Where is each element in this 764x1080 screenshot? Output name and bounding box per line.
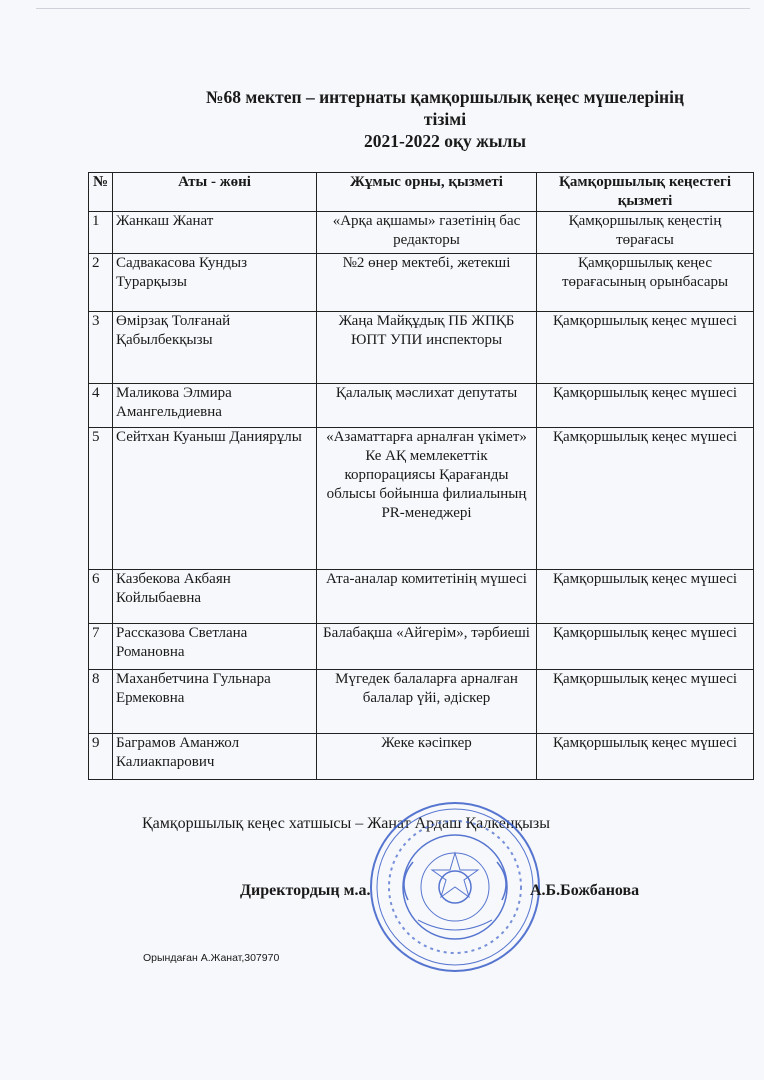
prepared-by: Орындаған А.Жанат,307970 (143, 952, 280, 964)
row-name: Маликова Элмира Амангельдиевна (113, 384, 317, 428)
table-row (89, 254, 754, 312)
row-number: 7 (89, 624, 113, 670)
row-name: Баграмов Аманжол Калиакпарович (113, 734, 317, 780)
table-row (89, 428, 754, 570)
row-job: Балабақша «Айгерім», тәрбиеші (317, 624, 537, 670)
title-line-3: 2021-2022 оқу жылы (364, 131, 526, 151)
document-title (150, 86, 740, 152)
row-role: Қамқоршылық кеңес мүшесі (537, 570, 754, 624)
row-job: Қалалық мәслихат депутаты (317, 384, 537, 428)
row-name: Жанкаш Жанат (113, 212, 317, 254)
scan-edge-line (36, 8, 750, 9)
table-row (89, 734, 754, 780)
title-line-2: тізімі (423, 109, 467, 129)
members-table (88, 172, 754, 780)
row-number: 9 (89, 734, 113, 780)
header-number: № (89, 173, 113, 212)
row-number: 1 (89, 212, 113, 254)
row-name: Өмірзақ Толғанай Қабылбекқызы (113, 312, 317, 384)
row-role: Қамқоршылық кеңес мүшесі (537, 624, 754, 670)
table-row (89, 312, 754, 384)
table-row (89, 624, 754, 670)
table-row (89, 212, 754, 254)
secretary-line: Қамқоршылық кеңес хатшысы – Жанат Ардаш Қалкенқызы (142, 815, 550, 832)
row-number: 3 (89, 312, 113, 384)
table-row (89, 570, 754, 624)
row-number: 2 (89, 254, 113, 312)
official-seal-icon (368, 800, 542, 974)
table-header-row (89, 173, 754, 212)
header-role: Қамқоршылық кеңестегі қызметі (537, 173, 754, 212)
row-job: «Азаматтарға арналған үкімет» Ке АҚ мемлекеттік корпорациясы Қарағанды облысы бойынша филиалының PR-менеджері (317, 428, 537, 570)
director-label: Директордың м.а. (240, 882, 371, 899)
row-number: 4 (89, 384, 113, 428)
row-role: Қамқоршылық кеңес мүшесі (537, 384, 754, 428)
row-job: Жеке кәсіпкер (317, 734, 537, 780)
row-role: Қамқоршылық кеңестің төрағасы (537, 212, 754, 254)
row-number: 8 (89, 670, 113, 734)
row-job: «Арқа ақшамы» газетінің бас редакторы (317, 212, 537, 254)
row-job: Жаңа Майқұдық ПБ ЖПҚБ ЮПТ УПИ инспекторы (317, 312, 537, 384)
row-role: Қамқоршылық кеңес төрағасының орынбасары (537, 254, 754, 312)
row-job: №2 өнер мектебі, жетекші (317, 254, 537, 312)
row-role: Қамқоршылық кеңес мүшесі (537, 734, 754, 780)
row-name: Казбекова Акбаян Койлыбаевна (113, 570, 317, 624)
header-name: Аты - жөні (113, 173, 317, 212)
row-job: Ата-аналар комитетінің мүшесі (317, 570, 537, 624)
row-name: Маханбетчина Гульнара Ермековна (113, 670, 317, 734)
table-row (89, 384, 754, 428)
header-job: Жұмыс орны, қызметі (317, 173, 537, 212)
row-name: Рассказова Светлана Романовна (113, 624, 317, 670)
row-role: Қамқоршылық кеңес мүшесі (537, 312, 754, 384)
row-name: Сейтхан Куаныш Даниярұлы (113, 428, 317, 570)
row-name: Садвакасова Кундыз Турарқызы (113, 254, 317, 312)
title-line-1: №68 мектеп – интернаты қамқоршылық кеңес мүшелерінің (205, 87, 685, 107)
table-row (89, 670, 754, 734)
row-number: 6 (89, 570, 113, 624)
director-name: А.Б.Божбанова (530, 882, 640, 899)
row-job: Мүгедек балаларға арналған балалар үйі, әдіскер (317, 670, 537, 734)
row-number: 5 (89, 428, 113, 570)
row-role: Қамқоршылық кеңес мүшесі (537, 670, 754, 734)
row-role: Қамқоршылық кеңес мүшесі (537, 428, 754, 570)
